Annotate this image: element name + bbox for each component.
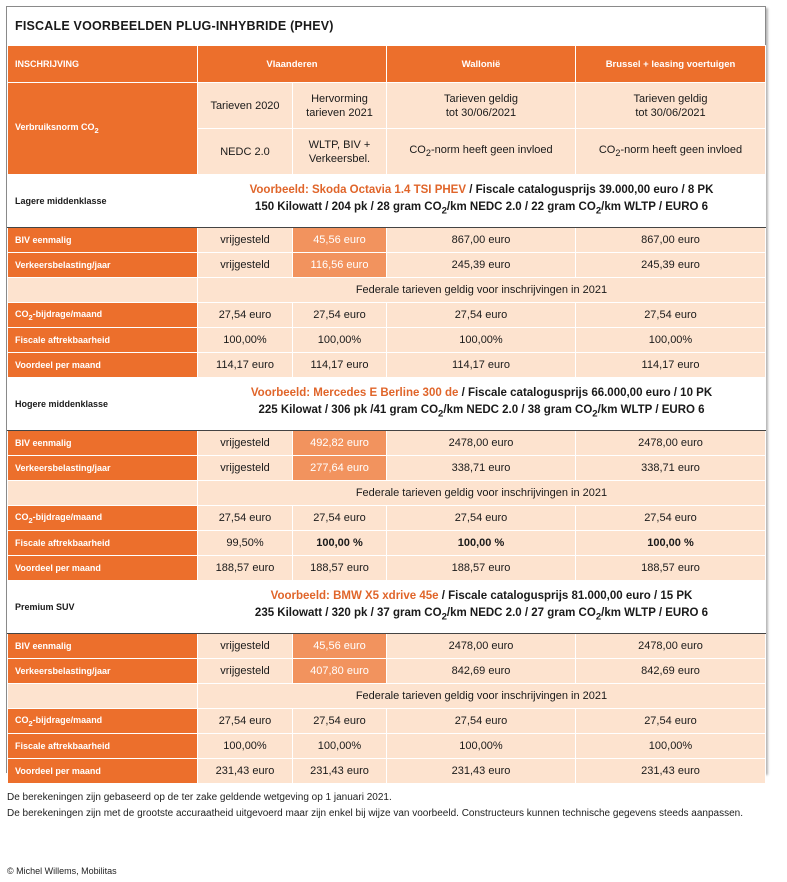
table-cell: 27,54 euro bbox=[576, 506, 766, 531]
table-cell: 114,17 euro bbox=[576, 353, 766, 378]
header-brussel: Brussel + leasing voertuigen bbox=[576, 46, 766, 83]
row-label: BIV eenmalig bbox=[8, 431, 198, 456]
table-cell: 188,57 euro bbox=[198, 556, 293, 581]
table-cell: 27,54 euro bbox=[576, 303, 766, 328]
table-cell: 188,57 euro bbox=[387, 556, 576, 581]
biv-row bbox=[8, 431, 766, 456]
federal-note: Federale tarieven geldig voor inschrijvingen in 2021 bbox=[198, 278, 766, 303]
table-cell: 27,54 euro bbox=[387, 303, 576, 328]
section-name: Hogere middenklasse bbox=[8, 378, 198, 431]
row-label: $CO_2-bijdrage$/maand bbox=[8, 303, 198, 328]
copyright: © Michel Willems, Mobilitas bbox=[7, 866, 117, 876]
federal-row-spacer bbox=[8, 684, 198, 709]
table-cell: 27,54 euro bbox=[387, 709, 576, 734]
page-title: FISCALE VOORBEELDEN PLUG-INHYBRIDE (PHEV) bbox=[15, 19, 334, 33]
section-name: Premium SUV bbox=[8, 581, 198, 634]
voordeel-row bbox=[8, 353, 766, 378]
table-cell: 114,17 euro bbox=[293, 353, 387, 378]
subheader-wallonie-norm: $CO_2$-norm heeft geen invloed bbox=[387, 129, 576, 175]
aftrekbaarheid-row bbox=[8, 328, 766, 353]
fiscal-table bbox=[7, 45, 766, 784]
footnote-2: De berekeningen zijn met de grootste accuraatheid uitgevoerd maar zijn enkel bij wijze van voorbeeld. Constructeurs kunnen technische gegevens steeds aanpassen. bbox=[7, 808, 743, 819]
row-label: Voordeel per maand bbox=[8, 556, 198, 581]
aftrekbaarheid-row bbox=[8, 734, 766, 759]
section-row bbox=[8, 581, 766, 634]
row-label: Verkeersbelasting/jaar bbox=[8, 253, 198, 278]
table-cell: 231,43 euro bbox=[576, 759, 766, 784]
table-cell: vrijgesteld bbox=[198, 253, 293, 278]
federal-note: Federale tarieven geldig voor inschrijvingen in 2021 bbox=[198, 684, 766, 709]
section-description: Voorbeeld: Skoda Octavia 1.4 TSI PHEV / Fiscale catalogusprijs 39.000,00 euro / 8 PK 150 Kilowatt / 204 pk / 28 gram $CO_2/km$ NEDC 2.0 / 22 gram $CO_2/km$ WLTP / EURO 6 bbox=[198, 175, 766, 228]
row-label: Fiscale aftrekbaarheid bbox=[8, 328, 198, 353]
table-cell: 2478,00 euro bbox=[576, 634, 766, 659]
verkeersbelasting-row bbox=[8, 253, 766, 278]
table-cell: 2478,00 euro bbox=[387, 634, 576, 659]
table-cell: 407,80 euro bbox=[293, 659, 387, 684]
header-wallonie: Wallonië bbox=[387, 46, 576, 83]
subheader-tar2020: Tarieven 2020 bbox=[198, 83, 293, 129]
table-cell: 100,00% bbox=[387, 328, 576, 353]
row-label: Voordeel per maand bbox=[8, 759, 198, 784]
header-row bbox=[8, 46, 766, 83]
table-cell: 27,54 euro bbox=[387, 506, 576, 531]
subheader-wltp: WLTP, BIV + Verkeersbel. bbox=[293, 129, 387, 175]
table-frame bbox=[6, 6, 766, 777]
table-cell: 245,39 euro bbox=[576, 253, 766, 278]
section-name: Lagere middenklasse bbox=[8, 175, 198, 228]
subheader-row-1 bbox=[8, 83, 766, 129]
subheader-brussel-norm: $CO_2$-norm heeft geen invloed bbox=[576, 129, 766, 175]
subheader-brussel-tarief: Tarieven geldig tot 30/06/2021 bbox=[576, 83, 766, 129]
row-label: Fiscale aftrekbaarheid bbox=[8, 531, 198, 556]
table-cell: 27,54 euro bbox=[293, 709, 387, 734]
section-row bbox=[8, 175, 766, 228]
table-cell: 338,71 euro bbox=[387, 456, 576, 481]
table-cell: vrijgesteld bbox=[198, 228, 293, 253]
table-cell: 114,17 euro bbox=[198, 353, 293, 378]
biv-row bbox=[8, 634, 766, 659]
row-label: BIV eenmalig bbox=[8, 228, 198, 253]
verkeersbelasting-row bbox=[8, 456, 766, 481]
table-cell: 45,56 euro bbox=[293, 228, 387, 253]
subheader-wallonie-tarief: Tarieven geldig tot 30/06/2021 bbox=[387, 83, 576, 129]
table-cell: 45,56 euro bbox=[293, 634, 387, 659]
voordeel-row bbox=[8, 759, 766, 784]
table-cell: 188,57 euro bbox=[293, 556, 387, 581]
table-cell: 114,17 euro bbox=[387, 353, 576, 378]
row-label: Verkeersbelasting/jaar bbox=[8, 659, 198, 684]
biv-row bbox=[8, 228, 766, 253]
row-label: BIV eenmalig bbox=[8, 634, 198, 659]
table-cell: 100,00 % bbox=[387, 531, 576, 556]
table-cell: 100,00 % bbox=[293, 531, 387, 556]
table-cell: vrijgesteld bbox=[198, 634, 293, 659]
table-cell: 100,00% bbox=[198, 734, 293, 759]
table-cell: 116,56 euro bbox=[293, 253, 387, 278]
header-vlaanderen: Vlaanderen bbox=[198, 46, 387, 83]
federal-row-spacer bbox=[8, 278, 198, 303]
co2-row bbox=[8, 303, 766, 328]
table-cell: 100,00 % bbox=[576, 531, 766, 556]
subheader-nedc: NEDC 2.0 bbox=[198, 129, 293, 175]
table-cell: vrijgesteld bbox=[198, 431, 293, 456]
table-cell: 277,64 euro bbox=[293, 456, 387, 481]
table-cell: 100,00% bbox=[293, 734, 387, 759]
table-cell: 842,69 euro bbox=[576, 659, 766, 684]
table-cell: 867,00 euro bbox=[576, 228, 766, 253]
federal-note: Federale tarieven geldig voor inschrijvingen in 2021 bbox=[198, 481, 766, 506]
table-cell: 27,54 euro bbox=[198, 506, 293, 531]
table-cell: vrijgesteld bbox=[198, 659, 293, 684]
section-description: Voorbeeld: BMW X5 xdrive 45e / Fiscale catalogusprijs 81.000,00 euro / 15 PK 235 Kilowatt / 320 pk / 37 gram $CO_2/km$ NEDC 2.0 / 27 gram $CO_2/km$ WLTP / EURO 6 bbox=[198, 581, 766, 634]
verkeersbelasting-row bbox=[8, 659, 766, 684]
federal-row bbox=[8, 278, 766, 303]
table-cell: 188,57 euro bbox=[576, 556, 766, 581]
subheader-hervorming: Hervorming tarieven 2021 bbox=[293, 83, 387, 129]
table-cell: 2478,00 euro bbox=[387, 431, 576, 456]
table-cell: 100,00% bbox=[387, 734, 576, 759]
row-label: Fiscale aftrekbaarheid bbox=[8, 734, 198, 759]
table-cell: 100,00% bbox=[293, 328, 387, 353]
table-cell: 231,43 euro bbox=[387, 759, 576, 784]
table-cell: 2478,00 euro bbox=[576, 431, 766, 456]
subheader-label: Verbruiksnorm $CO_2$ bbox=[8, 83, 198, 175]
table-cell: 100,00% bbox=[576, 328, 766, 353]
table-cell: 27,54 euro bbox=[293, 506, 387, 531]
table-cell: 27,54 euro bbox=[198, 303, 293, 328]
table-cell: 231,43 euro bbox=[198, 759, 293, 784]
table-cell: 338,71 euro bbox=[576, 456, 766, 481]
footnote-1: De berekeningen zijn gebaseerd op de ter zake geldende wetgeving op 1 januari 2021. bbox=[7, 792, 392, 803]
row-label: Voordeel per maand bbox=[8, 353, 198, 378]
table-cell: 100,00% bbox=[198, 328, 293, 353]
federal-row bbox=[8, 481, 766, 506]
table-cell: 27,54 euro bbox=[198, 709, 293, 734]
table-cell: 867,00 euro bbox=[387, 228, 576, 253]
row-label: $CO_2-bijdrage$/maand bbox=[8, 709, 198, 734]
section-row bbox=[8, 378, 766, 431]
footnotes bbox=[7, 790, 747, 822]
table-cell: 100,00% bbox=[576, 734, 766, 759]
header-label: INSCHRIJVING bbox=[8, 46, 198, 83]
table-cell: 231,43 euro bbox=[293, 759, 387, 784]
table-cell: 842,69 euro bbox=[387, 659, 576, 684]
aftrekbaarheid-row bbox=[8, 531, 766, 556]
voordeel-row bbox=[8, 556, 766, 581]
section-description: Voorbeeld: Mercedes E Berline 300 de / Fiscale catalogusprijs 66.000,00 euro / 10 PK 225 Kilowat / 306 pk /41 gram $CO_2/km$ NEDC 2.0 / 38 gram $CO_2/km$ WLTP / EURO 6 bbox=[198, 378, 766, 431]
table-cell: 99,50% bbox=[198, 531, 293, 556]
table-cell: 245,39 euro bbox=[387, 253, 576, 278]
federal-row bbox=[8, 684, 766, 709]
table-cell: 27,54 euro bbox=[293, 303, 387, 328]
table-cell: vrijgesteld bbox=[198, 456, 293, 481]
table-cell: 27,54 euro bbox=[576, 709, 766, 734]
row-label: $CO_2-bijdrage$/maand bbox=[8, 506, 198, 531]
co2-row bbox=[8, 709, 766, 734]
table-cell: 492,82 euro bbox=[293, 431, 387, 456]
co2-row bbox=[8, 506, 766, 531]
row-label: Verkeersbelasting/jaar bbox=[8, 456, 198, 481]
federal-row-spacer bbox=[8, 481, 198, 506]
